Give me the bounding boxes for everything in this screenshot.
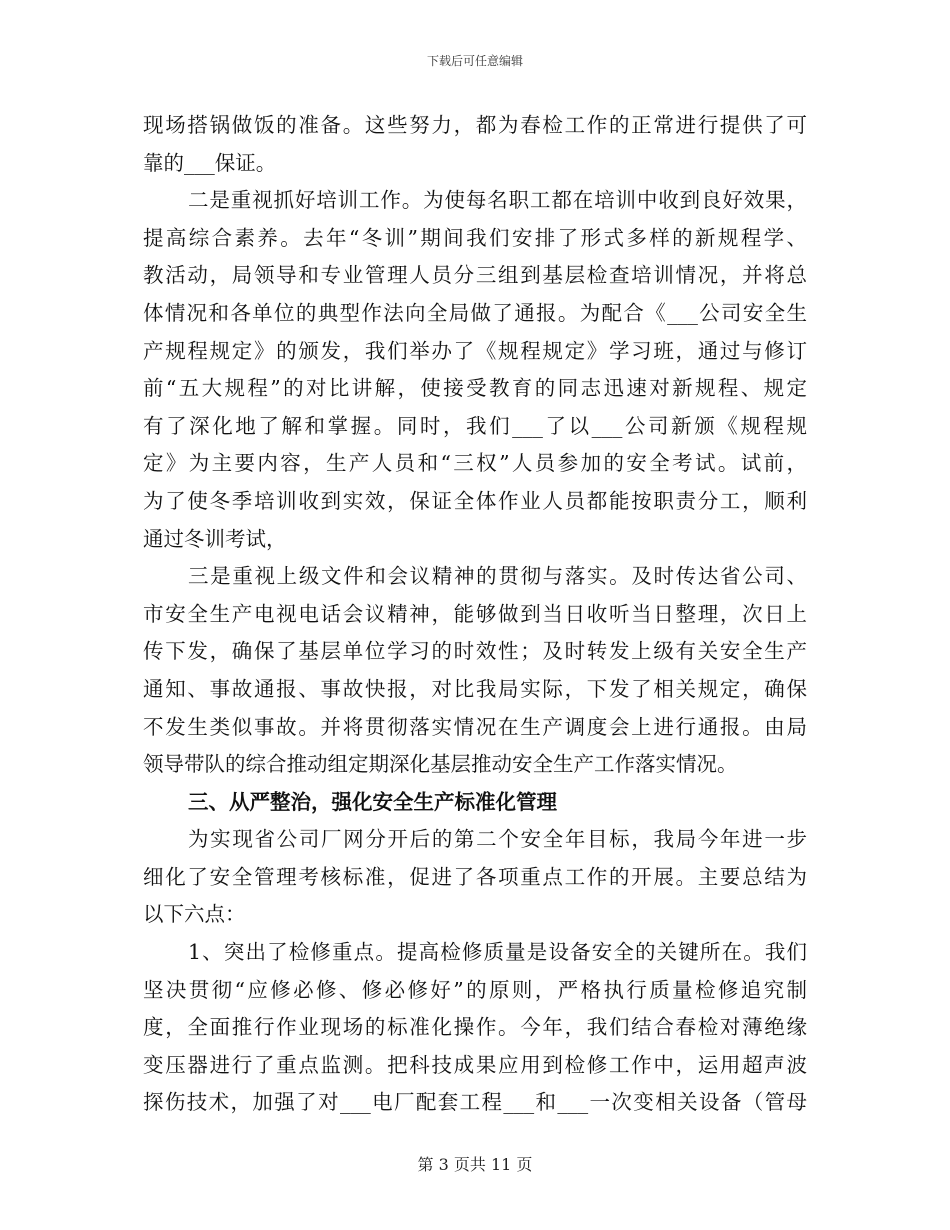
text-line: 靠的___保证。 (143, 150, 277, 175)
text-line: 坚决贯彻“应修必修、修必修好”的原则，严格执行质量检修追究制 (143, 977, 807, 1002)
text-line: 提高综合素养。去年“冬训”期间我们安排了形式多样的新规程学、 (143, 225, 807, 250)
text-line: 1、突出了检修重点。提高检修质量是设备安全的关键所在。我们 (188, 940, 807, 965)
text-line: 前“五大规程”的对比讲解，使接受教育的同志迅速对新规程、规定 (143, 376, 807, 401)
text-line: 为了使冬季培训收到实效，保证全体作业人员都能按职责分工，顺利 (143, 488, 807, 513)
text-line: 通知、事故通报、事故快报，对比我局实际，下发了相关规定，确保 (143, 676, 807, 701)
text-line: 变压器进行了重点监测。把科技成果应用到检修工作中，运用超声波 (143, 1052, 807, 1077)
page-footer: 第 3 页共 11 页 (417, 1155, 533, 1174)
text-line: 细化了安全管理考核标准，促进了各项重点工作的开展。主要总结为 (143, 864, 807, 889)
text-line: 现场搭锅做饭的准备。这些努力，都为春检工作的正常进行提供了可 (143, 113, 807, 137)
text-line: 探伤技术，加强了对___电厂配套工程___和___一次变相关设备（管母 (143, 1090, 807, 1115)
text-line: 为实现省公司厂网分开后的第二个安全年目标，我局今年进一步 (188, 827, 807, 852)
text-line: 二是重视抓好培训工作。为使每名职工都在培训中收到良好效果， (188, 188, 807, 213)
section-heading: 三、从严整治，强化安全生产标准化管理 (188, 789, 557, 814)
text-line: 市安全生产电视电话会议精神，能够做到当日收听当日整理，次日上 (143, 601, 807, 626)
text-line: 不发生类似事故。并将贯彻落实情况在生产调度会上进行通报。由局 (143, 714, 807, 739)
text-line: 领导带队的综合推动组定期深化基层推动安全生产工作落实情况。 (143, 752, 738, 777)
text-line: 定》为主要内容，生产人员和“三权”人员参加的安全考试。试前， (143, 451, 807, 476)
text-line: 有了深化地了解和掌握。同时，我们___了以___公司新颁《规程规 (143, 413, 807, 438)
text-line: 通过冬训考试， (143, 526, 287, 551)
text-line: 度，全面推行作业现场的标准化操作。今年，我们结合春检对薄绝缘 (143, 1015, 807, 1040)
text-line: 体情况和各单位的典型作法向全局做了通报。为配合《___公司安全生 (143, 300, 807, 325)
text-line: 传下发，确保了基层单位学习的时效性；及时转发上级有关安全生产 (143, 639, 807, 664)
document-body (143, 107, 807, 1122)
page-header: 下载后可任意编辑 (426, 54, 523, 68)
text-line: 教活动，局领导和专业管理人员分三组到基层检查培训情况，并将总 (143, 263, 807, 288)
text-line: 以下六点： (143, 902, 246, 927)
text-line: 三是重视上级文件和会议精神的贯彻与落实。及时传达省公司、 (188, 564, 807, 589)
text-line: 产规程规定》的颁发，我们举办了《规程规定》学习班，通过与修订 (143, 338, 807, 363)
